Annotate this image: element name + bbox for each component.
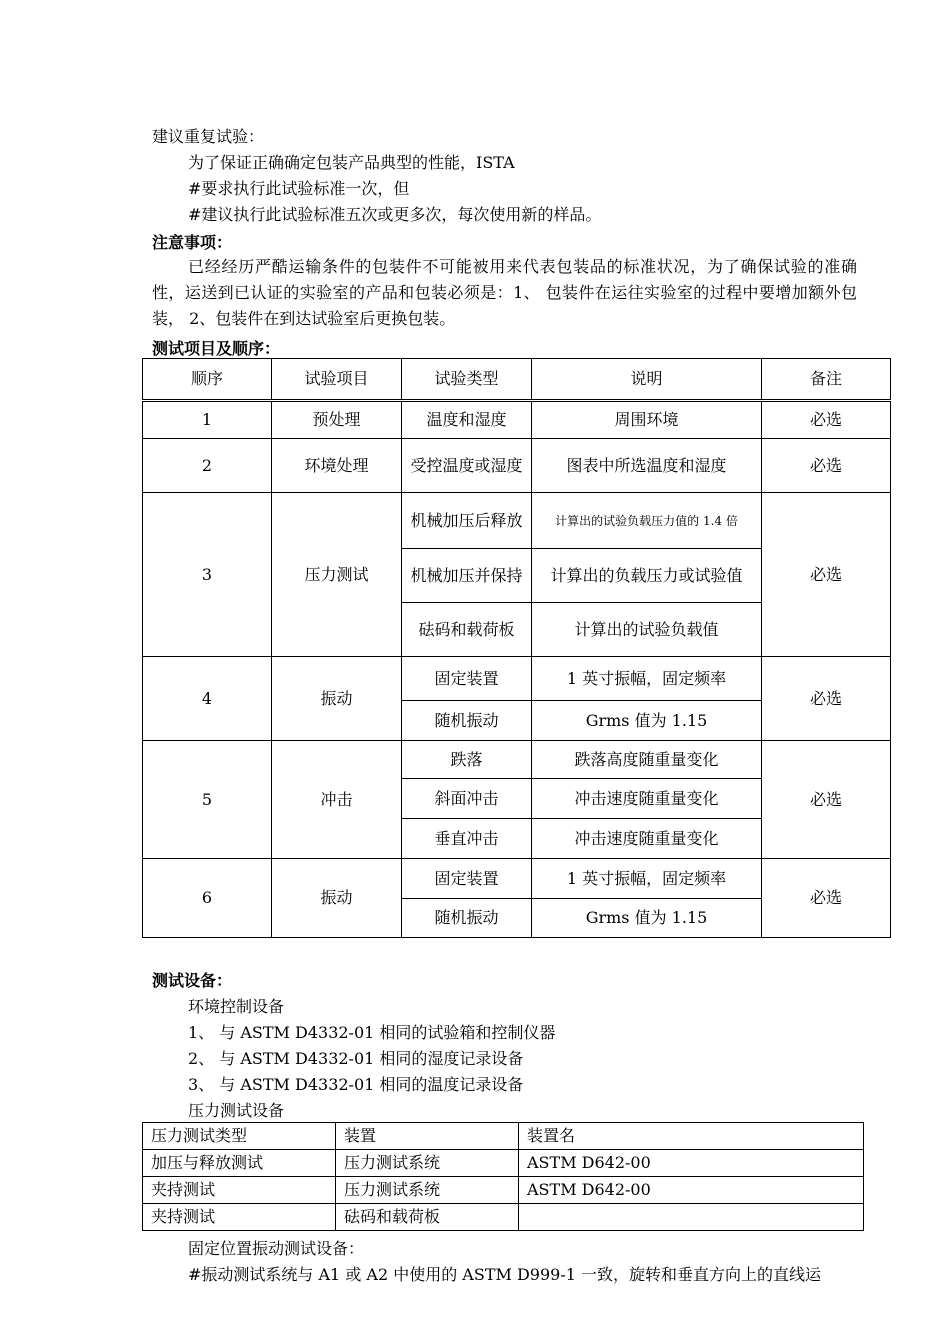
note-cell: 必选	[762, 439, 891, 493]
item-cell: 冲击	[272, 741, 402, 859]
desc-cell: 1 英寸振幅，固定频率	[532, 657, 762, 701]
table-cell: ASTM D642-00	[519, 1150, 864, 1177]
table-row	[143, 439, 891, 493]
note-cell: 必选	[762, 657, 891, 741]
item-cell: 压力测试	[272, 493, 402, 657]
desc-cell: Grms 值为 1.15	[532, 701, 762, 741]
table-cell: 压力测试系统	[336, 1150, 519, 1177]
header-note: 备注	[762, 359, 891, 401]
header-type: 试验类型	[402, 359, 532, 401]
table-row	[143, 1150, 864, 1177]
table-row	[143, 401, 891, 439]
type-cell: 垂直冲击	[402, 819, 532, 859]
header-cell: 压力测试类型	[143, 1123, 336, 1150]
note-cell: 必选	[762, 741, 891, 859]
table-cell: ASTM D642-00	[519, 1177, 864, 1204]
item-cell: 预处理	[272, 401, 402, 439]
header-seq: 顺序	[143, 359, 272, 401]
note-cell: 必选	[762, 401, 891, 439]
item-cell: 环境处理	[272, 439, 402, 493]
seq-cell: 5	[143, 741, 272, 859]
table-row	[143, 741, 891, 779]
desc-cell: 周围环境	[532, 401, 762, 439]
env-item: 2、 与 ASTM D4332-01 相同的湿度记录设备	[188, 1049, 524, 1068]
note-cell: 必选	[762, 859, 891, 938]
repeat-test-heading: 建议重复试验：	[152, 127, 265, 146]
table-row	[143, 493, 891, 549]
desc-cell: 图表中所选温度和湿度	[532, 439, 762, 493]
env-item: 3、 与 ASTM D4332-01 相同的温度记录设备	[188, 1075, 524, 1094]
fixed-vibration-text: #振动测试系统与 A1 或 A2 中使用的 ASTM D999-1 一致，旋转和垂直方向上的直线运	[188, 1265, 822, 1284]
desc-cell: 计算出的负载压力或试验值	[532, 549, 762, 603]
seq-cell: 3	[143, 493, 272, 657]
table-cell: 夹持测试	[143, 1177, 336, 1204]
type-cell: 砝码和载荷板	[402, 603, 532, 657]
type-cell: 受控温度或湿度	[402, 439, 532, 493]
header-cell: 装置名	[519, 1123, 864, 1150]
test-sequence-table	[142, 358, 891, 938]
tests-heading: 测试项目及顺序：	[152, 339, 281, 358]
env-equipment-title: 环境控制设备	[188, 997, 285, 1016]
type-cell: 斜面冲击	[402, 779, 532, 819]
table-header-row	[143, 1123, 864, 1150]
desc-cell: 计算出的试验负载值	[532, 603, 762, 657]
header-item: 试验项目	[272, 359, 402, 401]
item-cell: 振动	[272, 859, 402, 938]
seq-cell: 4	[143, 657, 272, 741]
table-cell: 加压与释放测试	[143, 1150, 336, 1177]
seq-cell: 6	[143, 859, 272, 938]
table-row	[143, 859, 891, 899]
table-cell	[519, 1204, 864, 1231]
type-cell: 随机振动	[402, 701, 532, 741]
table-cell: 压力测试系统	[336, 1177, 519, 1204]
type-cell: 固定装置	[402, 657, 532, 701]
item-cell: 振动	[272, 657, 402, 741]
desc-cell: 1 英寸振幅，固定频率	[532, 859, 762, 899]
desc-cell: 跌落高度随重量变化	[532, 741, 762, 779]
intro-line-2: #要求执行此试验标准一次，但	[188, 179, 410, 198]
pressure-equipment-table	[142, 1122, 864, 1231]
table-cell: 砝码和载荷板	[336, 1204, 519, 1231]
table-header-row	[143, 359, 891, 401]
notes-heading: 注意事项：	[152, 233, 233, 252]
table-row	[143, 1204, 864, 1231]
note-cell: 必选	[762, 493, 891, 657]
table-row	[143, 1177, 864, 1204]
type-cell: 机械加压后释放	[402, 493, 532, 549]
header-desc: 说明	[532, 359, 762, 401]
header-cell: 装置	[336, 1123, 519, 1150]
table-row	[143, 657, 891, 701]
notes-paragraph: 已经经历严酷运输条件的包装件不可能被用来代表包装品的标准状况，为了确保试验的准确性，运送到已认证的实验室的产品和包装必须是：1、 包装件在运往实验室的过程中要增加额外包装， 2、包装件在到达试验室后更换包装。	[152, 257, 857, 328]
type-cell: 机械加压并保持	[402, 549, 532, 603]
seq-cell: 2	[143, 439, 272, 493]
intro-line-3: #建议执行此试验标准五次或更多次，每次使用新的样品。	[188, 205, 602, 224]
table-cell: 夹持测试	[143, 1204, 336, 1231]
env-item: 1、 与 ASTM D4332-01 相同的试验箱和控制仪器	[188, 1023, 556, 1042]
desc-cell: Grms 值为 1.15	[532, 899, 762, 938]
pressure-equipment-title: 压力测试设备	[188, 1101, 285, 1120]
type-cell: 温度和湿度	[402, 401, 532, 439]
type-cell: 随机振动	[402, 899, 532, 938]
type-cell: 固定装置	[402, 859, 532, 899]
desc-cell: 冲击速度随重量变化	[532, 779, 762, 819]
seq-cell: 1	[143, 401, 272, 439]
equipment-heading: 测试设备：	[152, 971, 233, 990]
type-cell: 跌落	[402, 741, 532, 779]
fixed-vibration-title: 固定位置振动测试设备：	[188, 1239, 365, 1258]
intro-line-1: 为了保证正确确定包装产品典型的性能，ISTA	[188, 153, 515, 172]
desc-cell: 计算出的试验负载压力值的 1.4 倍	[532, 493, 762, 549]
desc-cell: 冲击速度随重量变化	[532, 819, 762, 859]
